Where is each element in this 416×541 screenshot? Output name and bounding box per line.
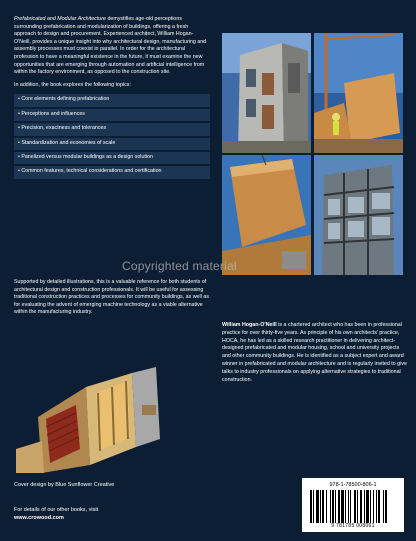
barcode-bar	[354, 490, 356, 523]
wall-construction-illustration	[16, 367, 172, 473]
publisher-url[interactable]: www.crowood.com	[14, 515, 64, 521]
copyright-watermark: Copyrighted material	[122, 259, 237, 273]
topic-item: • Core elements defining prefabrication	[14, 94, 210, 106]
publisher-details	[14, 506, 98, 522]
isbn-barcode-box	[302, 478, 404, 532]
barcode-bar	[335, 490, 336, 523]
topic-item: • Panelized versus modular buildings as a design solution	[14, 152, 210, 164]
barcode-bar	[310, 490, 312, 523]
barcode-bar	[373, 490, 374, 523]
barcode-bar	[364, 490, 365, 523]
isbn-text: 978-1-78500-806-1	[329, 482, 377, 488]
isbn-digits: 9 781785 008061	[331, 523, 375, 529]
barcode	[310, 490, 396, 523]
barcode-bar	[360, 490, 362, 523]
book-blurb	[14, 16, 210, 181]
barcode-bar	[313, 490, 314, 523]
author-bio	[222, 322, 408, 384]
barcode-bar	[316, 490, 319, 523]
barcode-bar	[370, 490, 371, 523]
topic-item: • Common features, technical considerations and certification	[14, 166, 210, 178]
support-paragraph: Supported by detailed illustrations, this is a valuable reference for both students of architectural design and construction professionals. It will be useful for assessing traditional construction practices and processes for community buildings, as well as for evaluating the advent of emerging machine technology as a viable alternative within the manufacturing industry.	[14, 279, 209, 316]
barcode-bar	[320, 490, 321, 523]
photo-modular-building	[222, 33, 311, 153]
barcode-bar	[350, 490, 351, 523]
barcode-bar	[385, 490, 387, 523]
barcode-bar	[348, 490, 349, 523]
intro-paragraph	[14, 16, 210, 77]
barcode-bar	[330, 490, 331, 523]
photo-grid	[222, 33, 403, 275]
barcode-bar	[341, 490, 344, 523]
intro-text: demystifies age-old perceptions surrounding prefabrication and modularization of buildings, offering a fresh approach to design and procurement. Experienced architect, William Hogan-O'Neill, provides a unique insight into why architectural design, manufacturing and assembly processes must coexist in parallel. In order for the architectural profession to have a meaningful existence in the future, it must examine the new opportunities that are emerging through automation and artificial intelligence from within the factory environment, as opposed to the construction site.	[14, 16, 207, 76]
author-name: William Hogan-O'Neill	[222, 322, 277, 328]
barcode-bar	[357, 490, 358, 523]
barcode-bar	[322, 490, 324, 523]
details-line: For details of our other books, visit	[14, 507, 99, 513]
barcode-bar	[345, 490, 346, 523]
barcode-bar	[383, 490, 384, 523]
topic-item: • Precision, exactness and tolerances	[14, 123, 210, 135]
book-title-italic: Prefabricated and Modular Architecture	[14, 16, 106, 22]
barcode-bar	[376, 490, 377, 523]
topic-item: • Perceptions and influences	[14, 109, 210, 121]
photo-steel-frame	[314, 155, 403, 275]
photo-panel-lifting	[222, 155, 311, 275]
barcode-bar	[326, 490, 327, 523]
design-credit: Cover design by Blue Sunflower Creative	[14, 482, 115, 488]
topics-intro: In addition, the book explores the following topics:	[14, 81, 131, 88]
topics-list	[14, 94, 210, 178]
barcode-bar	[378, 490, 380, 523]
barcode-bar	[332, 490, 334, 523]
barcode-bar	[366, 490, 369, 523]
barcode-bar	[338, 490, 340, 523]
author-bio-text: is a chartered architect who has been in professional practice for over thirty-five years. As principle of his own architects' practice, HOCA, he has led as a skilled research practitioner in delivering architect-designed prefabricated and modular housing, school and university projects and other community buildings. He is identified as a subject expert and award winner in prefabricated and modular architecture and is regularly invited to give talks to industry professionals on applying alternative strategies to traditional construction.	[222, 322, 407, 383]
topic-item: • Standardization and economies of scale	[14, 138, 210, 150]
photo-crane-site	[314, 33, 403, 153]
